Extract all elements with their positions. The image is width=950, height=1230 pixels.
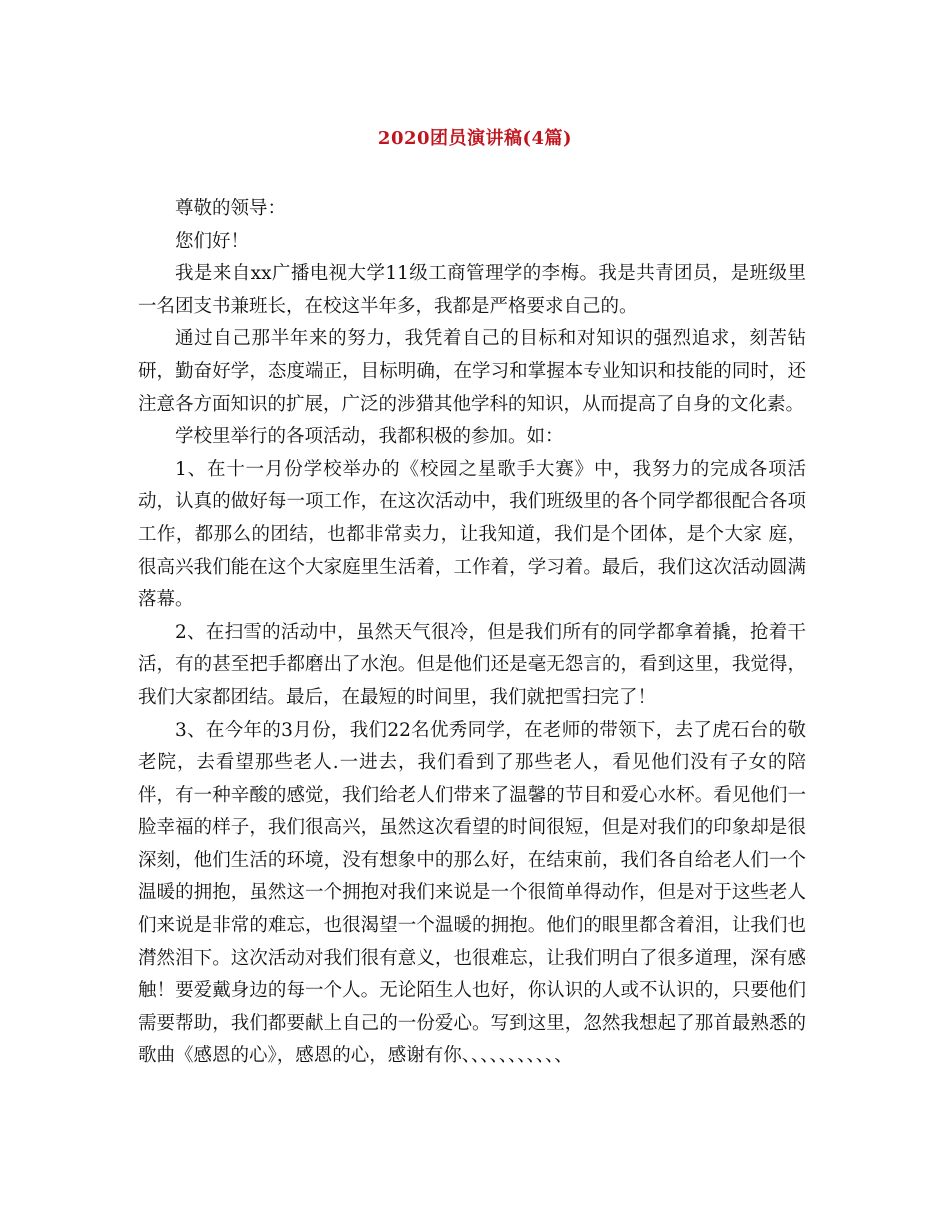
paragraph-study: 通过自己那半年来的努力，我凭着自己的目标和对知识的强烈追求，刻苦钻研，勤奋好学，态度端正，目标明确，在学习和掌握本专业知识和技能的同时，还注意各方面知识的扩展，广泛的涉猎其他学科的知识，从而提高了自身的文化素。	[138, 328, 806, 415]
document-title: 2020团员演讲稿(4篇)	[377, 128, 573, 149]
greeting: 您们好！	[175, 230, 250, 252]
paragraph-activity-3: 3、在今年的3月份，我们22名优秀同学，在老师的带领下，去了虎石台的敬老院，去看望那些老人.一进去，我们看到了那些老人，看见他们没有子女的陪伴，有一种辛酸的感觉，我们给老人们带来了温馨的节目和爱心水杯。看见他们一脸幸福的样子，我们很高兴，虽然这次看望的时间很短，但是对我们的印象却是很深刻，他们生活的环境，没有想象中的那么好，在结束前，我们各自给老人们一个温暖的拥抱，虽然这一个拥抱对我们来说是一个很简单得动作，但是对于这些老人们来说是非常的难忘，也很渴望一个温暖的拥抱。他们的眼里都含着泪，让我们也潸然泪下。这次活动对我们很有意义，也很难忘，让我们明白了很多道理，深有感触！要爱戴身边的每一个人。无论陌生人也好，你认识的人或不认识的，只要他们需要帮助，我们都要献上自己的一份爱心。写到这里，忽然我想起了那首最熟悉的歌曲《感恩的心》，感恩的心，感谢有你、、、、、、、、、、、	[138, 719, 806, 1067]
paragraph-activities-intro: 学校里举行的各项活动，我都积极的参加。如：	[175, 426, 564, 448]
document-body	[138, 193, 806, 1073]
paragraph-activity-1: 1、在十一月份学校举办的《校园之星歌手大赛》中，我努力的完成各项活动，认真的做好每一项工作，在这次活动中，我们班级里的各个同学都很配合各项工作，都那么的团结，也都非常卖力，让我知道，我们是个团体，是个大家 庭，很高兴我们能在这个大家庭里生活着，工作着，学习着。最后，我们这次活动圆满落幕。	[138, 458, 806, 611]
salutation: 尊敬的领导：	[175, 198, 287, 219]
paragraph-introduction: 我是来自xx广播电视大学11级工商管理学的李梅。我是共青团员，是班级里一名团支书兼班长，在校这半年多，我都是严格要求自己的。	[138, 263, 806, 317]
paragraph-activity-2: 2、在扫雪的活动中，虽然天气很冷，但是我们所有的同学都拿着撬，抢着干活，有的甚至把手都磨出了水泡。但是他们还是毫无怨言的，看到这里，我觉得，我们大家都团结。最后，在最短的时间里，我们就把雪扫完了！	[138, 621, 806, 708]
